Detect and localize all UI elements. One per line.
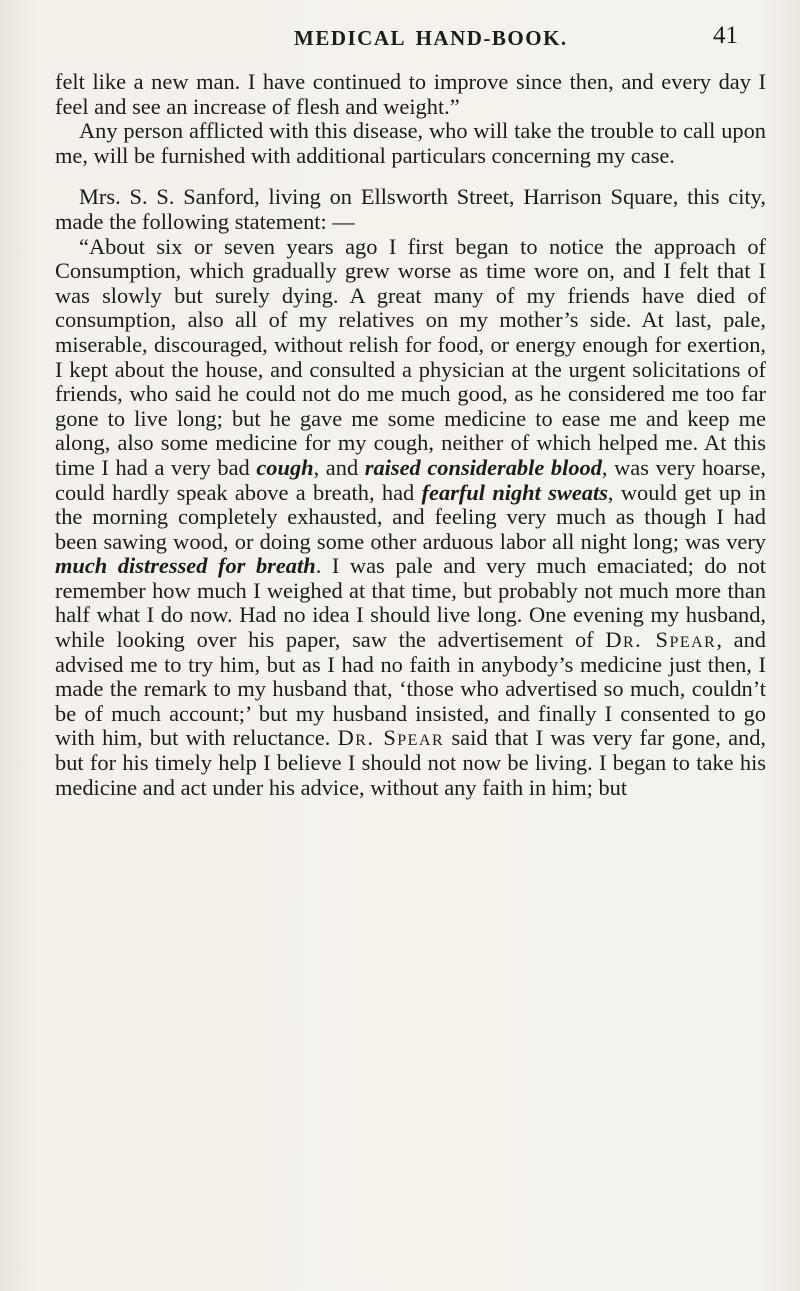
- running-head: [0, 22, 800, 56]
- text-run: , and: [313, 454, 365, 480]
- small-caps-name: Dr. Spear: [605, 627, 717, 653]
- paragraph-continuation: felt like a new man. I have continued to improve since then, and every day I feel and see an increase of flesh and weight.”: [55, 69, 766, 119]
- text-run: . I was pale and very much emaciated; do not remember how much I weighed at that time, but probably not much more than half what I do now. Had no idea I should live long. One evening my husband, while looking over his paper, saw the advertisement of: [55, 553, 766, 653]
- italic-phrase: much distressed for breath: [55, 553, 316, 579]
- paragraph-testimonial: [55, 235, 766, 801]
- page-number: 41: [713, 22, 738, 49]
- italic-phrase: raised considerable blood: [364, 454, 602, 480]
- text-run: “About six or seven years ago I first began to notice the approach of Consumption, which gradually grew worse as time wore on, and I felt that I was slowly but surely dying. A great many of my friends have died of consumption, also all of my relatives on my mother’s side. At last, pale, miserable, discouraged, without relish for food, or energy enough for exertion, I kept about the house, and consulted a physician at the urgent solicitations of friends, who said he could not do me much good, as he considered me too far gone to live long; but he gave me some medicine to ease me and keep me along, also some medicine for my cough, neither of which helped me. At this time I had a very bad: [55, 233, 766, 480]
- running-title: MEDICAL HAND-BOOK.: [294, 26, 568, 50]
- italic-phrase: cough: [256, 454, 314, 480]
- italic-phrase: fearful night sweats: [421, 479, 608, 505]
- paragraph-offer: Any person afflicted with this disease, who will take the trouble to call upon me, will be furnished with additional particulars concerning my case.: [55, 118, 766, 168]
- text-run: , would get up in the morning completely exhausted, and feeling very much as though I had been sawing wood, or doing some other arduous labor all night long; was very: [55, 479, 766, 554]
- body-text: [55, 70, 766, 800]
- paragraph-introduction: Mrs. S. S. Sanford, living on Ellsworth Street, Harrison Square, this city, made the following statement: —: [55, 184, 766, 234]
- text-run: , and advised me to try him, but as I had no faith in anybody’s medicine just then, I made the remark to my husband that, ‘those who advertised so much, couldn’t be of much account;’ but my husband insisted, and finally I consented to go with him, but with reluctance.: [55, 627, 766, 751]
- text-run: said that I was very far gone, and, but for his timely help I believe I should not now be living. I began to take his medicine and act under his advice, without any faith in him; but: [55, 725, 766, 800]
- text-run: , was very hoarse, could hardly speak above a breath, had: [55, 454, 767, 505]
- small-caps-name: Dr. Spear: [337, 725, 445, 751]
